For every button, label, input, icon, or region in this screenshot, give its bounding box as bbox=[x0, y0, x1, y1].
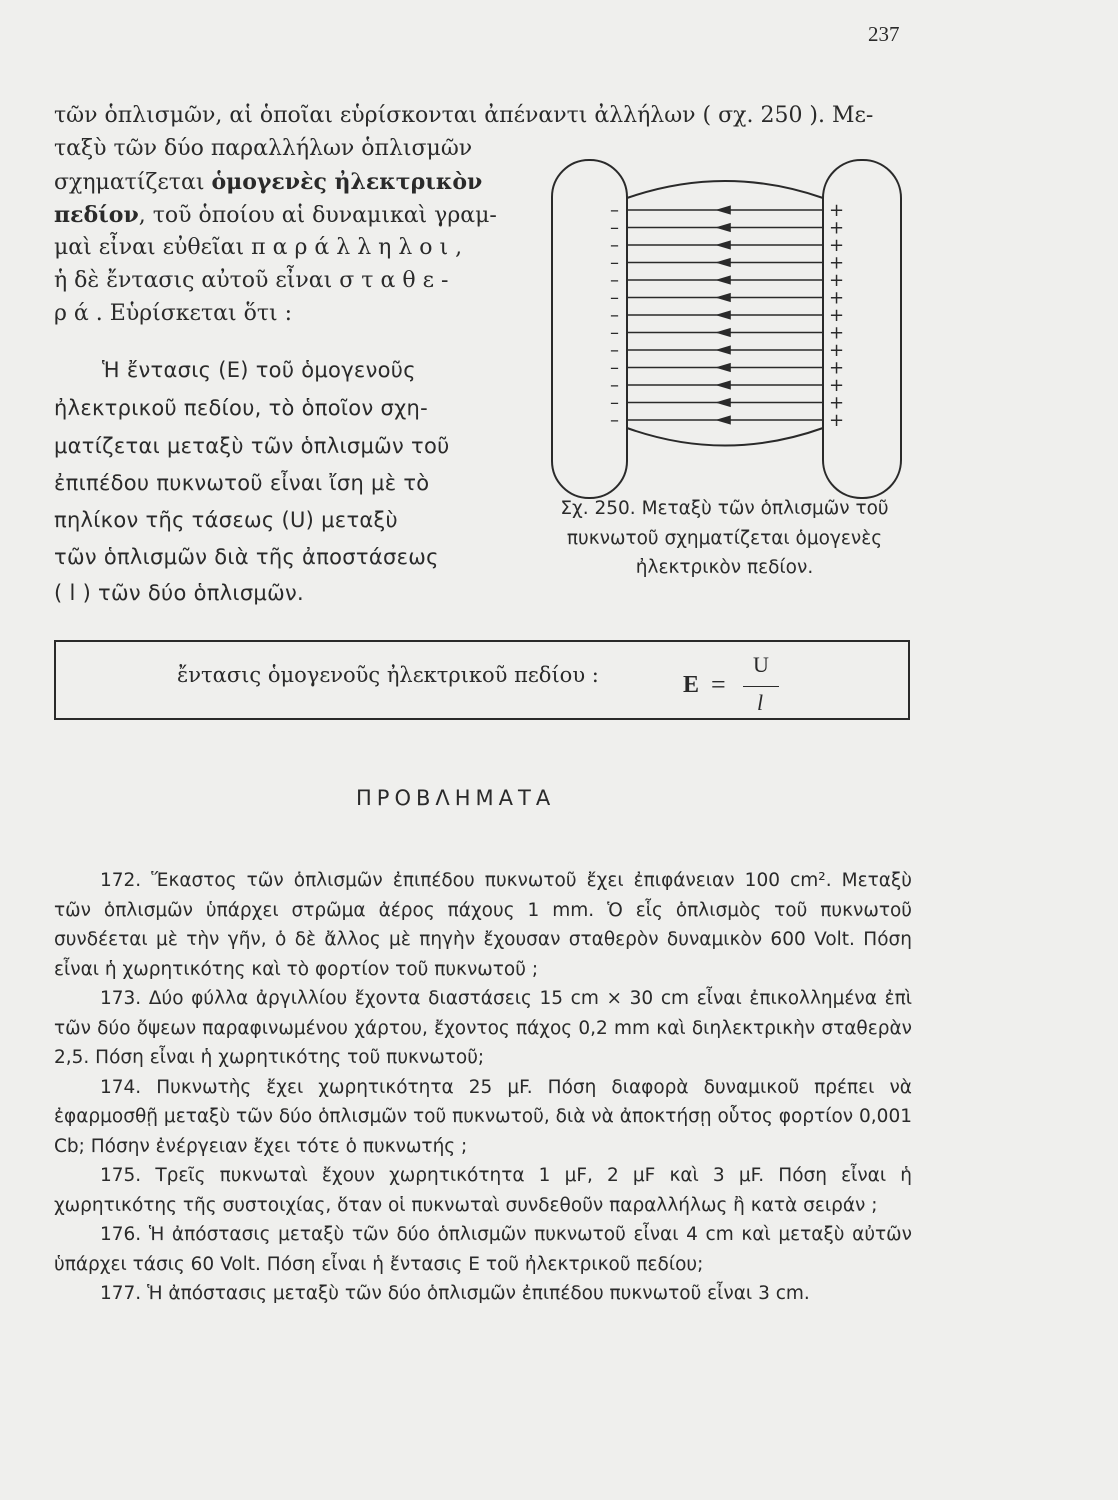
emphasis-constant: σταθε- bbox=[339, 268, 456, 293]
statement-line-2: ἠλεκτρικοῦ πεδίου, τὸ ὁποῖον σχη- bbox=[54, 396, 428, 420]
statement-line-4: ἐπιπέδου πυκνωτοῦ εἶναι ἴση μὲ τὸ bbox=[54, 471, 430, 495]
minus-signs bbox=[610, 200, 619, 431]
minus-sign: – bbox=[610, 287, 619, 309]
text-line-3: σχηματίζεται ὁμογενὲς ἠλεκτρικὸν bbox=[54, 169, 483, 195]
plus-sign: + bbox=[829, 287, 845, 309]
emphasis-parallel: παράλληλοι, bbox=[251, 235, 470, 260]
emphasis-homogeneous-field: ὁμογενὲς ἠλεκτρικὸν bbox=[211, 169, 483, 195]
minus-sign: – bbox=[610, 235, 619, 256]
minus-sign: – bbox=[610, 252, 619, 274]
field-arrow bbox=[718, 294, 730, 301]
minus-sign: – bbox=[610, 322, 619, 344]
field-arrow bbox=[718, 312, 730, 319]
plus-signs bbox=[829, 200, 844, 431]
problem-175: 175. Τρεῖς πυκνωταὶ ἔχουν χωρητικότητα 1 μF, 2 μF καὶ 3 μF. Πόση εἶναι ἡ χωρητικότης τῆς συστοιχίας, ὅταν οἱ πυκνωταὶ συνδεθοῦν παραλλήλως ἢ κατὰ σειράν ; bbox=[54, 1165, 912, 1216]
plus-sign: + bbox=[829, 392, 845, 414]
formula-numerator: U bbox=[753, 652, 769, 677]
fraction-bar bbox=[743, 686, 779, 687]
plus-sign: + bbox=[829, 375, 845, 396]
plus-sign: + bbox=[829, 270, 845, 291]
figure-caption-line-1: Σχ. 250. Μεταξὺ τῶν ὁπλισμῶν τοῦ bbox=[560, 498, 889, 519]
statement-line-5: πηλίκον τῆς τάσεως (U) μεταξὺ bbox=[54, 508, 398, 532]
field-arrow bbox=[718, 382, 730, 389]
minus-sign: – bbox=[610, 375, 619, 396]
field-arrow bbox=[718, 364, 730, 371]
minus-sign: – bbox=[610, 410, 619, 431]
figure-caption-line-2: πυκνωτοῦ σχηματίζεται ὁμογενὲς bbox=[566, 528, 883, 549]
field-arrow bbox=[718, 399, 730, 406]
field-arrow bbox=[718, 224, 730, 231]
fringe-line-bottom bbox=[627, 428, 823, 446]
plus-sign: + bbox=[829, 305, 845, 326]
problems-heading: ΠΡΟΒΛΗΜΑΤΑ bbox=[356, 786, 556, 810]
field-arrow bbox=[718, 207, 730, 214]
problem-176: 176. Ἡ ἀπόστασις μεταξὺ τῶν δύο ὁπλισμῶν πυκνωτοῦ εἶναι 4 cm καὶ μεταξὺ αὐτῶν ὑπάρχει τάσις 60 Volt. Πόση εἶναι ἡ ἔντασις Ε τοῦ ἠλεκτρικοῦ πεδίου; bbox=[54, 1224, 912, 1275]
field-arrow bbox=[718, 277, 730, 284]
figure-caption-line-3: ἠλεκτρικὸν πεδίον. bbox=[635, 557, 814, 578]
field-arrow bbox=[718, 347, 730, 354]
text-line-5: μαὶ εἶναι εὐθεῖαι παράλληλοι, bbox=[54, 235, 470, 260]
minus-sign: – bbox=[610, 357, 619, 379]
minus-sign: – bbox=[610, 340, 619, 361]
problem-177: 177. Ἡ ἀπόστασις μεταξὺ τῶν δύο ὁπλισμῶν ἐπιπέδου πυκνωτοῦ εἶναι 3 cm. bbox=[100, 1283, 810, 1304]
statement-line-3: ματίζεται μεταξὺ τῶν ὁπλισμῶν τοῦ bbox=[54, 434, 450, 458]
text-line-6: ἡ δὲ ἔντασις αὐτοῦ εἶναι σταθε- bbox=[54, 268, 456, 293]
field-arrow bbox=[718, 329, 730, 336]
formula-equals: = bbox=[711, 670, 726, 699]
formula-lhs: E bbox=[683, 672, 700, 698]
text-line-2: ταξὺ τῶν δύο παραλλήλων ὁπλισμῶν bbox=[54, 136, 473, 161]
plus-sign: + bbox=[829, 235, 845, 256]
minus-sign: – bbox=[610, 305, 619, 326]
fringe-line-top bbox=[627, 181, 823, 198]
emphasis-field: πεδίον bbox=[54, 202, 139, 228]
plus-sign: + bbox=[829, 200, 845, 221]
plus-sign: + bbox=[829, 357, 845, 379]
problem-174: 174. Πυκνωτὴς ἔχει χωρητικότητα 25 μF. Πόση διαφορὰ δυναμικοῦ πρέπει νὰ ἐφαρμοσθῇ μεταξὺ τῶν δύο ὁπλισμῶν τοῦ πυκνωτοῦ, διὰ νὰ ἀποκτήσῃ οὗτος φορτίον 0,001 Cb; Πόσην ἐνέργειαν ἔχει τότε ὁ πυκνωτής ; bbox=[54, 1076, 912, 1157]
capacitor-field-figure bbox=[550, 158, 904, 503]
field-arrow bbox=[718, 417, 730, 424]
problem-172: 172. Ἕκαστος τῶν ὁπλισμῶν ἐπιπέδου πυκνωτοῦ ἔχει ἐπιφάνειαν 100 cm². Μεταξὺ τῶν ὁπλισμῶν ὑπάρχει στρῶμα ἀέρος πάχους 1 mm. Ὁ εἷς ὁπλισμὸς τοῦ πυκνωτοῦ συνδέεται μὲ τὴν γῆν, ὁ δὲ ἄλλος μὲ πηγὴν ἔχουσαν σταθερὸν δυναμικὸν 600 Volt. Πόση εἶναι ἡ χωρητικότης καὶ τὸ φορτίον τοῦ πυκνωτοῦ ; bbox=[54, 870, 912, 980]
field-arrow bbox=[718, 259, 730, 266]
plus-sign: + bbox=[829, 322, 845, 344]
minus-sign: – bbox=[610, 392, 619, 414]
text-line-1: τῶν ὁπλισμῶν, αἱ ὁποῖαι εὑρίσκονται ἀπέναντι ἀλλήλων ( σχ. 250 ). Με- bbox=[54, 103, 874, 128]
plus-sign: + bbox=[829, 217, 845, 239]
field-arrow bbox=[718, 242, 730, 249]
statement-line-7: ( l ) τῶν δύο ὁπλισμῶν. bbox=[54, 581, 304, 605]
plus-sign: + bbox=[829, 340, 845, 361]
problem-173: 173. Δύο φύλλα ἀργιλλίου ἔχοντα διαστάσεις 15 cm × 30 cm εἶναι ἐπικολλημένα ἐπὶ τῶν δύο ὄψεων παραφινωμένου χάρτου, ἔχοντος πάχος 0,2 mm καὶ διηλεκτρικὴν σταθερὰν 2,5. Πόση εἶναι ἡ χωρητικότης τοῦ πυκνωτοῦ; bbox=[54, 988, 912, 1068]
minus-sign: – bbox=[610, 217, 619, 239]
formula-label: ἔντασις ὁμογενοῦς ἠλεκτρικοῦ πεδίου : bbox=[177, 663, 599, 687]
formula bbox=[683, 652, 793, 722]
formula-denominator: l bbox=[757, 690, 764, 715]
statement-line-1: Ἡ ἔντασις (Ε) τοῦ ὁμογενοῦς bbox=[102, 358, 416, 382]
problems-list bbox=[54, 866, 912, 1309]
field-lines bbox=[627, 207, 823, 424]
minus-sign: – bbox=[610, 270, 619, 291]
statement-line-6: τῶν ὁπλισμῶν διὰ τῆς ἀποστάσεως bbox=[54, 545, 439, 569]
plus-sign: + bbox=[829, 410, 845, 431]
minus-sign: – bbox=[610, 200, 619, 221]
text-line-4: πεδίον, τοῦ ὁποίου αἱ δυναμικαὶ γραμ- bbox=[54, 202, 497, 228]
text-line-7: ρά. Εὑρίσκεται ὅτι : bbox=[54, 301, 293, 326]
page-number: 237 bbox=[868, 22, 900, 46]
plus-sign: + bbox=[829, 252, 845, 274]
